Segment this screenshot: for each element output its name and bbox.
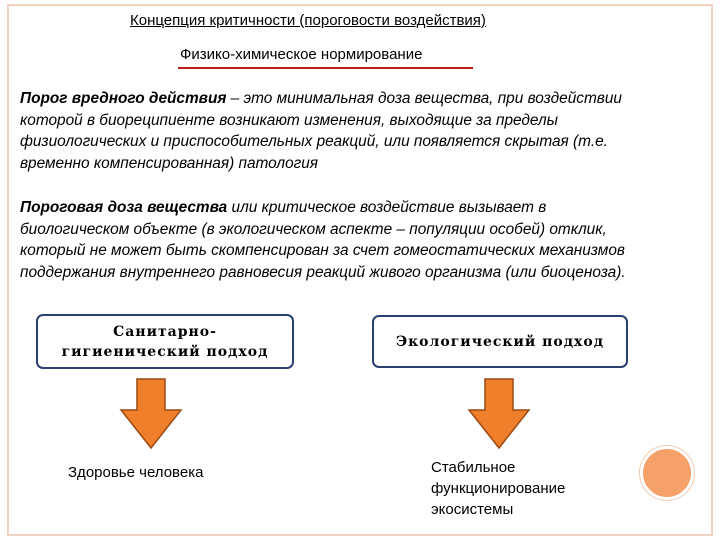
outcome-human-health: Здоровье человека	[68, 464, 204, 481]
term-threshold-dose: Пороговая доза вещества	[20, 199, 228, 216]
subtitle-underline	[178, 67, 473, 69]
slide-title: Концепция критичности (пороговости воздействия)	[130, 12, 486, 29]
ecological-approach-label: Экологический подход	[395, 333, 605, 350]
outcome-ecosystem-stability: Стабильное функционирование экосистемы	[431, 459, 566, 518]
sanitary-hygienic-approach-label: Санитарно-гигиенический подход	[61, 323, 269, 360]
ecological-approach-box	[372, 315, 628, 368]
sanitary-hygienic-approach-box	[36, 314, 294, 369]
definition-text-1: – это минимальная доза вещества, при воздействии которой в биореципиенте возникают изменения, выходящие за пределы физиологических и приспособительных реакций, или появляется скрытая (т.е. временно компенсированная) патология	[20, 90, 622, 172]
definition-text-2: или критическое воздействие вызывает в биологическом объекте (в экологическом аспекте – популяции особей) отклик, который не может быть скомпенсирован за счет гомеостатических механизмов поддержания внутреннего равновесия реакций живого организма (или биоценоза).	[20, 199, 626, 281]
down-arrow-icon	[119, 378, 183, 450]
decorative-circle	[640, 446, 694, 500]
slide-subtitle: Физико-химическое нормирование	[180, 46, 423, 63]
down-arrow-icon	[467, 378, 531, 450]
definition-threshold-dose	[20, 197, 645, 283]
definition-threshold-harmful-action	[20, 88, 645, 174]
term-threshold-harmful-action: Порог вредного действия	[20, 90, 227, 107]
